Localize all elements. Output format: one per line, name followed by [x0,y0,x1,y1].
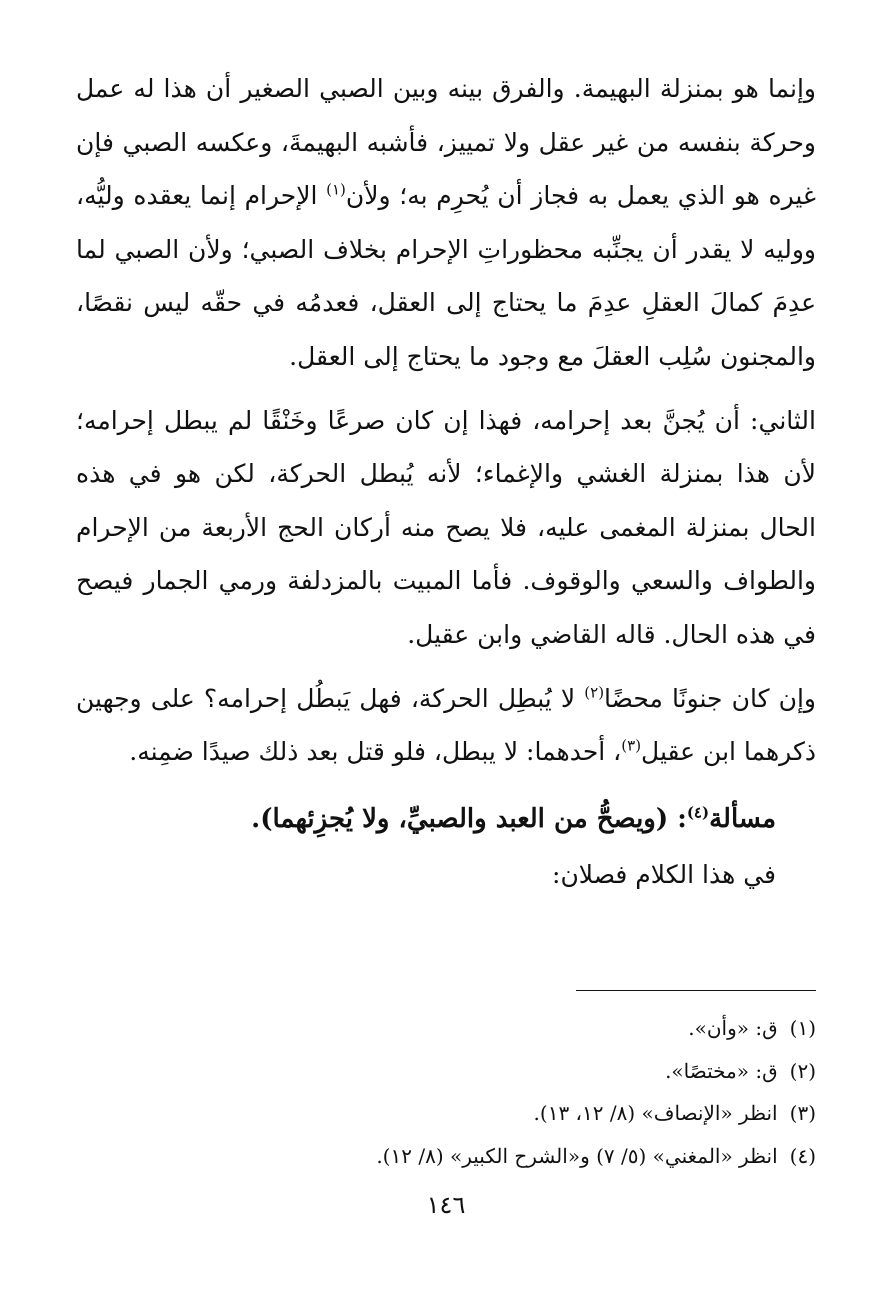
page-number: ١٤٦ [426,1191,466,1219]
footnote-text: انظر «المغني» (٥/ ٧) و«الشرح الكبير» (٨/ ١٢). [376,1143,778,1168]
paragraph-2: الثاني: أن يُجنَّ بعد إحرامه، فهذا إن كان صرعًا وخَنْقًا لم يبطل إحرامه؛ لأن هذا بمنزلة الغشي والإغماء؛ لأنه يُبطل الحركة، لكن هو في هذه الحال بمنزلة المغمى عليه، فلا يصح منه أركان الحج الأربعة من الإحرام والطواف والسعي والوقوف. فأما المبيت بالمزدلفة ورمي الجمار فيصح في هذه الحال. قاله القاضي وابن عقيل. [76,405,816,649]
footnote-divider [576,990,816,991]
footnote-number: (٣) [789,1101,816,1125]
section-intro: في هذا الكلام فصلان: [552,859,776,889]
footnote-number: (٢) [789,1058,816,1083]
footnote-text: ق: «وأن». [688,1016,778,1040]
footnote-item [76,1135,816,1178]
footnote-number: (٤) [789,1143,816,1168]
footnote-ref-4[interactable]: (٤) [686,803,710,822]
footnote-ref-1[interactable]: (١) [326,180,346,199]
masala-heading [76,791,816,847]
footnotes-list [76,1007,816,1177]
paragraph-3-text-c: ، أحدهما: لا يبطل، فلو قتل بعد ذلك صيدًا ضمِنه. [129,737,622,767]
footnote-ref-3[interactable]: (٣) [621,736,642,755]
paragraph-1 [76,62,816,384]
footnote-number: (١) [789,1016,816,1040]
footnote-ref-2[interactable]: (٢) [584,683,605,702]
footnote-item [76,1092,816,1135]
footnote-text: ق: «مختصًا». [665,1058,778,1083]
paragraph-1-text-b: الإحرام إنما يعقده وليُّه، ووليه لا يقدر أن يجنِّبه محظوراتِ الإحرام بخلاف الصبي؛ ولأن الصبي لما عدِمَ كمالَ العقلِ عدِمَ ما يحتاج إلى العقل، فعدمُه في حقّه ليس نقصًا، والمجنون سُلِب العقلَ مع وجود ما يحتاج إلى العقل. [76,181,816,371]
masala-label: مسألة [709,803,776,834]
paragraph-3-text-b: لا يُبطِل الحركة، فهل يَبطُل إحرامه؟ على وجهين ذكرهما ابن عقيل [76,683,816,767]
main-text [76,62,816,903]
footnote-text: انظر «الإنصاف» (٨/ ١٢، ١٣). [533,1101,778,1125]
footnote-item [76,1050,816,1093]
masala-text: : (ويصحُّ من العبد والصبيِّ، ولا يُجزِئهما). [251,803,687,834]
paragraph-3-text-a: وإن كان جنونًا محضًا [604,683,816,713]
paragraph-1-text-a: وإنما هو بمنزلة البهيمة. والفرق بينه وبين الصبي الصغير أن هذا له عمل وحركة بنفسه من غير عقل ولا تمييز، فأشبه البهيمةَ، وعكسه الصبي فإن غيره هو الذي يعمل به فجاز أن يُحرِم به؛ ولأن [76,74,816,211]
footnote-item [76,1007,816,1050]
paragraph-3 [76,672,816,779]
